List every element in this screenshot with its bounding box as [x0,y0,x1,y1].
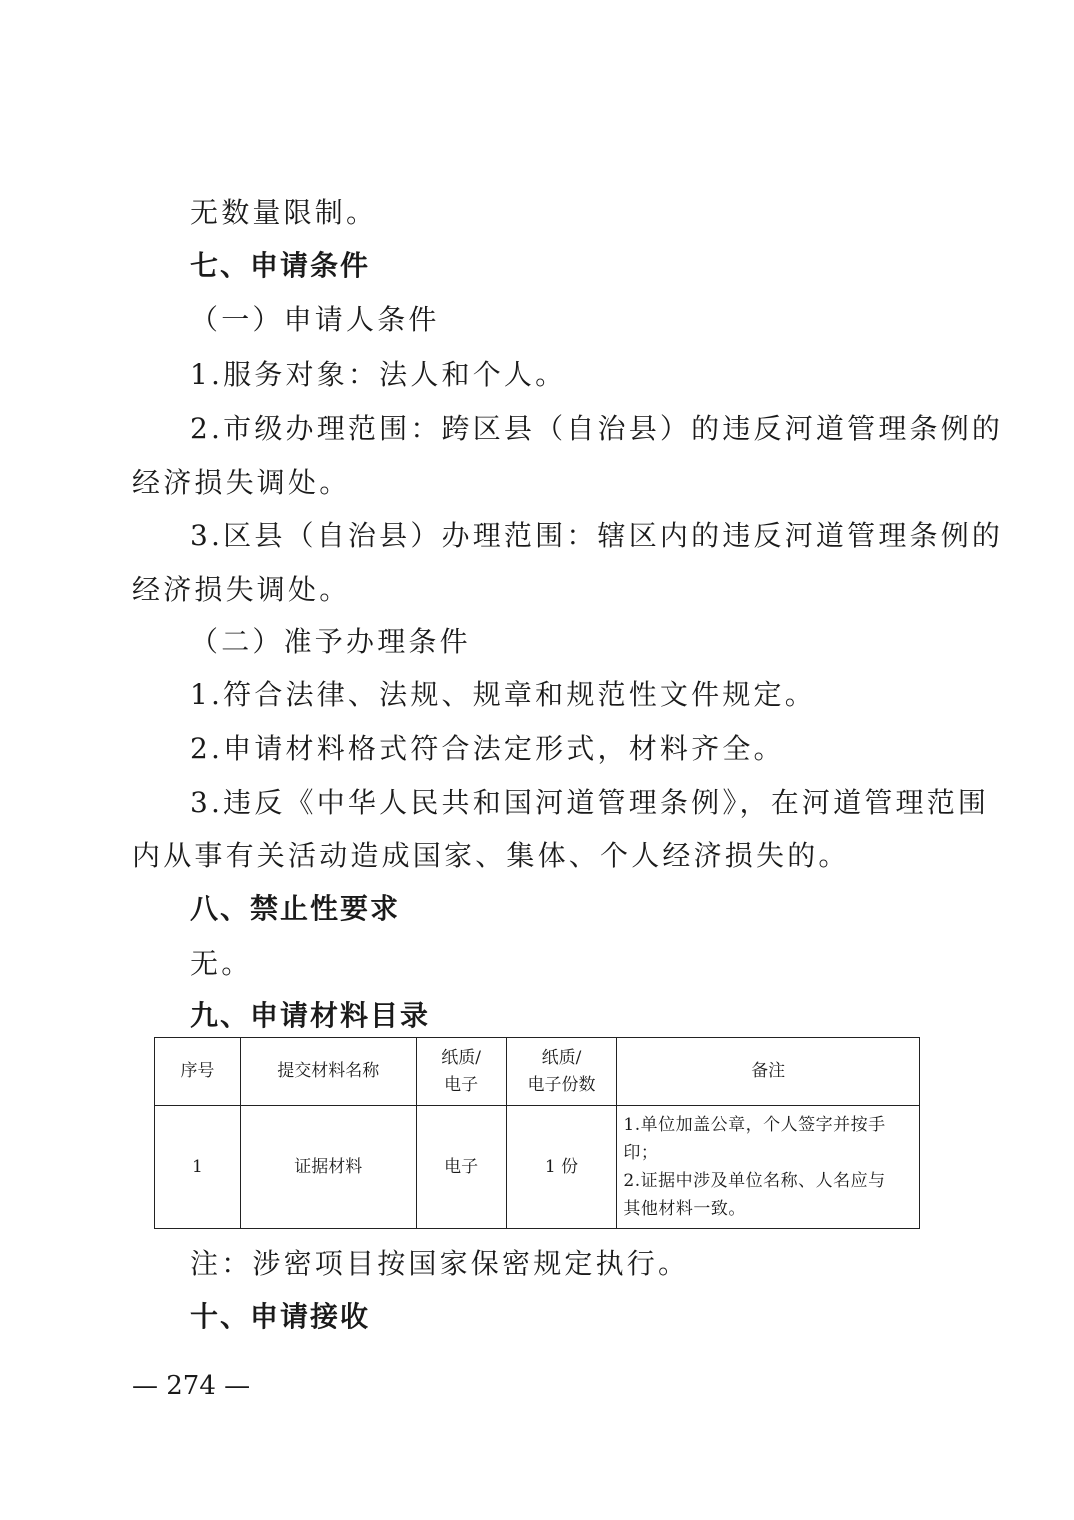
condition-item-2-line2: 经济损失调处。 [132,466,351,499]
materials-table [154,1037,920,1229]
cell-remark [617,1106,920,1229]
header-paper-electronic-line1: 纸质/ [441,1047,481,1068]
remark-line4: 其他材料一致。 [623,1199,746,1219]
remark-line3: 2.证据中涉及单位名称、人名应与 [623,1171,886,1191]
page-number: — 274 — [132,1371,251,1401]
condition-item-2-line1: 2.市级办理范围：跨区县（自治县）的违反河道管理条例的 [190,412,1004,445]
cell-material-name: 证据材料 [240,1106,416,1229]
section-heading-10: 十、申请接收 [190,1300,371,1333]
header-seq: 序号 [155,1038,241,1106]
approval-item-1: 1.符合法律、法规、规章和规范性文件规定。 [190,678,816,711]
cell-seq: 1 [155,1106,241,1229]
approval-item-3-line2: 内从事有关活动造成国家、集体、个人经济损失的。 [132,839,850,872]
section-heading-8: 八、禁止性要求 [190,892,401,925]
header-paper-electronic [416,1038,506,1106]
paragraph-quantity-limit: 无数量限制。 [190,196,378,229]
header-remark: 备注 [617,1038,920,1106]
approval-item-3-line1: 3.违反《中华人民共和国河道管理条例》，在河道管理范围 [190,786,990,819]
section-heading-7: 七、申请条件 [190,249,371,282]
subheading-approval-conditions: （二）准予办理条件 [190,625,471,658]
cell-type: 电子 [416,1106,506,1229]
condition-item-3-line2: 经济损失调处。 [132,573,351,606]
remark-line1: 1.单位加盖公章，个人签字并按手 [623,1115,886,1135]
remark-line2: 印； [623,1143,659,1163]
paragraph-none: 无。 [190,947,253,980]
approval-item-2: 2.申请材料格式符合法定形式，材料齐全。 [190,732,785,765]
header-material-name: 提交材料名称 [240,1038,416,1106]
header-copies-line1: 纸质/ [541,1047,582,1068]
table-header-row [155,1038,920,1106]
cell-count: 1 份 [506,1106,617,1229]
header-copies-line2: 电子份数 [527,1074,596,1095]
header-copies [506,1038,617,1106]
header-paper-electronic-line2: 电子 [444,1074,479,1095]
table-row [155,1106,920,1229]
subheading-applicant-conditions: （一）申请人条件 [190,303,440,336]
confidentiality-note: 注：涉密项目按国家保密规定执行。 [190,1247,690,1280]
condition-item-3-line1: 3.区县（自治县）办理范围：辖区内的违反河道管理条例的 [190,519,1004,552]
condition-item-1: 1.服务对象：法人和个人。 [190,358,567,391]
section-heading-9: 九、申请材料目录 [190,999,431,1032]
